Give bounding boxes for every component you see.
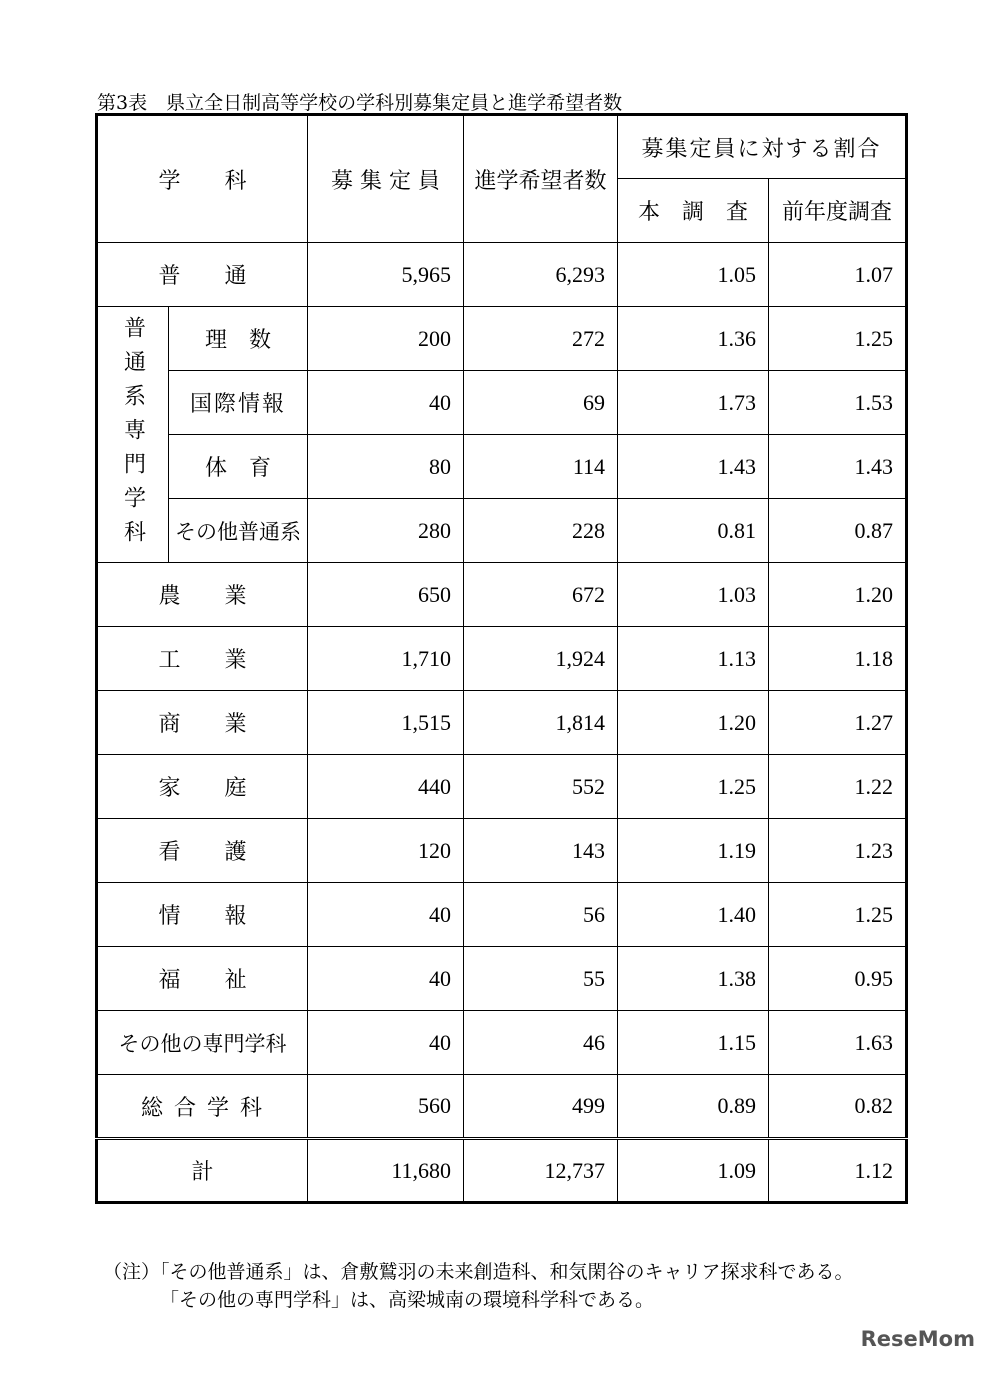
note-line-1: （注）「その他普通系」は、倉敷鷲羽の未来創造科、和気閑谷のキャリア探求科である。 [103, 1261, 854, 1283]
total-applicants: 12,737 [464, 1139, 618, 1203]
note-line-2: 「その他の専門学科」は、高梁城南の環境科学科である。 [160, 1289, 655, 1311]
row-name: 普 通 [97, 243, 308, 307]
row-ratio: 1.03 [618, 563, 769, 627]
row-applicants: 272 [464, 307, 618, 371]
row-name: 工 業 [97, 627, 308, 691]
row-applicants: 499 [464, 1075, 618, 1139]
total-row [97, 1139, 907, 1203]
table-row [97, 499, 907, 563]
table-row [97, 435, 907, 499]
row-name: 家 庭 [97, 755, 308, 819]
table-row [97, 243, 907, 307]
row-quota: 5,965 [308, 243, 464, 307]
row-quota: 560 [308, 1075, 464, 1139]
row-quota: 40 [308, 371, 464, 435]
row-applicants: 55 [464, 947, 618, 1011]
header-subject: 学 科 [97, 115, 308, 243]
table-row [97, 1011, 907, 1075]
row-quota: 80 [308, 435, 464, 499]
total-quota: 11,680 [308, 1139, 464, 1203]
row-quota: 1,710 [308, 627, 464, 691]
row-applicants: 114 [464, 435, 618, 499]
row-name: 商 業 [97, 691, 308, 755]
row-prev: 1.53 [769, 371, 907, 435]
data-table [95, 113, 908, 1204]
row-ratio: 1.73 [618, 371, 769, 435]
row-ratio: 1.40 [618, 883, 769, 947]
row-ratio: 1.19 [618, 819, 769, 883]
row-applicants: 552 [464, 755, 618, 819]
row-name: 国際情報 [169, 371, 308, 435]
row-ratio: 1.25 [618, 755, 769, 819]
table-row [97, 755, 907, 819]
header-ratio: 募集定員に対する割合 [618, 115, 907, 179]
row-ratio: 1.05 [618, 243, 769, 307]
header-prev-survey: 前年度調査 [769, 179, 907, 243]
row-prev: 1.07 [769, 243, 907, 307]
row-prev: 1.27 [769, 691, 907, 755]
row-ratio: 1.36 [618, 307, 769, 371]
row-prev: 1.18 [769, 627, 907, 691]
row-ratio: 1.15 [618, 1011, 769, 1075]
row-prev: 1.25 [769, 307, 907, 371]
table-title: 第3表 県立全日制高等学校の学科別募集定員と進学希望者数 [97, 92, 623, 114]
row-name: 総 合 学 科 [97, 1075, 308, 1139]
table-row [97, 563, 907, 627]
row-quota: 280 [308, 499, 464, 563]
row-name: 体 育 [169, 435, 308, 499]
table-row [97, 819, 907, 883]
total-prev: 1.12 [769, 1139, 907, 1203]
row-name: 福 祉 [97, 947, 308, 1011]
row-prev: 0.95 [769, 947, 907, 1011]
row-prev: 1.20 [769, 563, 907, 627]
row-prev: 0.82 [769, 1075, 907, 1139]
row-quota: 40 [308, 947, 464, 1011]
resemom-logo: ReseMom [860, 1327, 975, 1351]
row-prev: 1.43 [769, 435, 907, 499]
row-applicants: 46 [464, 1011, 618, 1075]
row-ratio: 1.38 [618, 947, 769, 1011]
row-quota: 40 [308, 1011, 464, 1075]
table-row [97, 947, 907, 1011]
row-name: 農 業 [97, 563, 308, 627]
row-applicants: 69 [464, 371, 618, 435]
row-quota: 650 [308, 563, 464, 627]
row-name: 情 報 [97, 883, 308, 947]
header-quota: 募 集 定 員 [308, 115, 464, 243]
row-applicants: 228 [464, 499, 618, 563]
row-applicants: 672 [464, 563, 618, 627]
table-row [97, 371, 907, 435]
row-quota: 1,515 [308, 691, 464, 755]
row-quota: 200 [308, 307, 464, 371]
row-name: その他の専門学科 [97, 1011, 308, 1075]
header-this-survey: 本 調 査 [618, 179, 769, 243]
row-prev: 1.23 [769, 819, 907, 883]
row-prev: 1.25 [769, 883, 907, 947]
table-row [97, 883, 907, 947]
total-ratio: 1.09 [618, 1139, 769, 1203]
header-applicants: 進学希望者数 [464, 115, 618, 243]
row-prev: 0.87 [769, 499, 907, 563]
row-applicants: 143 [464, 819, 618, 883]
row-ratio: 0.81 [618, 499, 769, 563]
group-label: 普通系専門学科 [97, 307, 169, 563]
row-prev: 1.22 [769, 755, 907, 819]
row-applicants: 1,924 [464, 627, 618, 691]
row-prev: 1.63 [769, 1011, 907, 1075]
row-name: 看 護 [97, 819, 308, 883]
row-name: 理 数 [169, 307, 308, 371]
row-applicants: 56 [464, 883, 618, 947]
row-quota: 120 [308, 819, 464, 883]
total-label: 計 [97, 1139, 308, 1203]
row-ratio: 1.20 [618, 691, 769, 755]
table-row [97, 627, 907, 691]
table-row [97, 691, 907, 755]
row-quota: 40 [308, 883, 464, 947]
row-ratio: 0.89 [618, 1075, 769, 1139]
row-ratio: 1.43 [618, 435, 769, 499]
row-ratio: 1.13 [618, 627, 769, 691]
row-quota: 440 [308, 755, 464, 819]
row-applicants: 1,814 [464, 691, 618, 755]
row-applicants: 6,293 [464, 243, 618, 307]
table-row [97, 307, 907, 371]
row-name: その他普通系 [169, 499, 308, 563]
table-row [97, 1075, 907, 1139]
